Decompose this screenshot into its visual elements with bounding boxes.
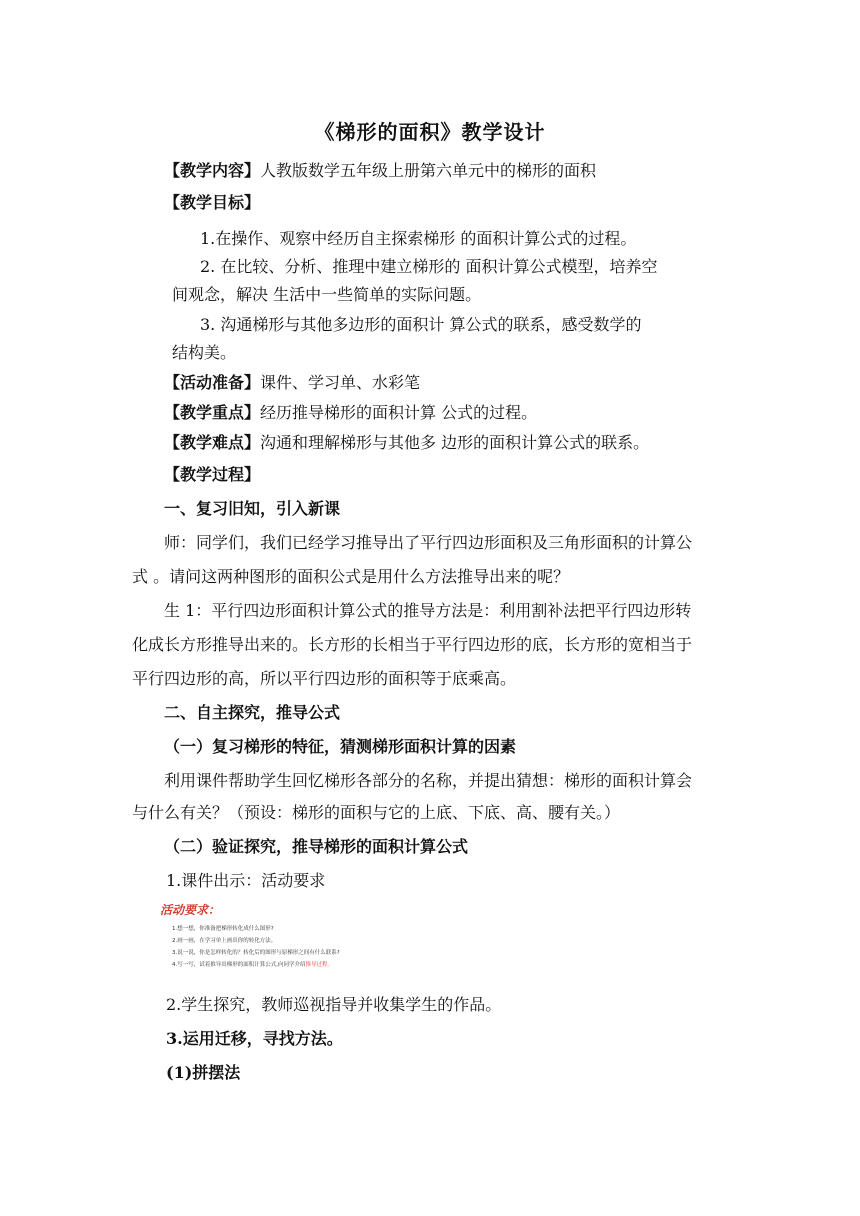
teacher-line-1: 师：同学们，我们已经学习推导出了平行四边形面积及三角形面积的计算公	[164, 533, 693, 552]
difficulty-text: 沟通和理解梯形与其他多 边形的面积计算公式的联系。	[260, 433, 650, 452]
requirement-item: 1.想一想，你准备把梯形转化成什么图形?	[172, 926, 274, 932]
section-1-heading: 一、复习旧知，引入新课	[164, 499, 341, 518]
requirement-item: 2.画一画，在学习单上画出你的转化方法。	[172, 938, 277, 944]
step-3-sub: (1)拼摆法	[166, 1063, 241, 1082]
objective-1: 1.在操作、观察中经历自主探索梯形 的面积计算公式的过程。	[200, 229, 637, 248]
process-label: 【教学过程】	[164, 465, 261, 484]
requirement-item	[172, 960, 333, 968]
objective-3-line-2: 结构美。	[172, 343, 237, 362]
step-3: 3.运用迁移，寻找方法。	[166, 1029, 343, 1048]
subsection-2-heading: （二）验证探究，推导梯形的面积计算公式	[164, 837, 469, 856]
content-label: 【教学内容】	[164, 161, 261, 180]
document-title: 《梯形的面积》教学设计	[314, 120, 546, 144]
prep-label: 【活动准备】	[164, 373, 261, 392]
objectives-label: 【教学目标】	[164, 193, 261, 212]
requirements-title: 活动要求：	[160, 903, 221, 917]
sub1-line-2: 与什么有关？（预设：梯形的面积与它的上底、下底、高、腰有关。）	[132, 803, 621, 822]
keypoint-line	[164, 400, 537, 423]
prep-line	[164, 370, 420, 393]
objective-3-line-1: 3. 沟通梯形与其他多边形的面积计 算公式的联系，感受数学的	[200, 315, 642, 334]
keypoint-text: 经历推导梯形的面积计算 公式的过程。	[260, 403, 538, 422]
difficulty-label: 【教学难点】	[164, 433, 261, 452]
step-1: 1.课件出示：活动要求	[166, 871, 326, 890]
step-2: 2.学生探究，教师巡视指导并收集学生的作品。	[166, 995, 502, 1014]
content-text: 人教版数学五年级上册第六单元中的梯形的面积	[260, 161, 597, 180]
student-line-3: 平行四边形的高，所以平行四边形的面积等于底乘高。	[132, 669, 517, 688]
requirement-item-text: 4.写一写，试着推导出梯形的面积计算公式,向同学介绍	[172, 962, 306, 968]
teacher-line-2: 式 。请问这两种图形的面积公式是用什么方法推导出来的呢？	[132, 567, 570, 586]
requirement-highlight: 推导过程。	[305, 962, 334, 968]
student-line-1: 生 1：平行四边形面积计算公式的推导方法是：利用割补法把平行四边形转	[164, 601, 692, 620]
objective-2-line-2: 间观念，解决 生活中一些简单的实际问题。	[172, 285, 482, 304]
activity-requirements-image	[158, 898, 378, 978]
content-line	[164, 158, 596, 181]
difficulty-line	[164, 430, 649, 453]
keypoint-label: 【教学重点】	[164, 403, 261, 422]
requirement-item: 3.说一说，你是怎样转化的？转化后的图形与原梯形之间有什么联系?	[172, 950, 340, 956]
student-line-2: 化成长方形推导出来的。长方形的长相当于平行四边形的底，长方形的宽相当于	[132, 635, 693, 654]
subsection-1-heading: （一）复习梯形的特征，猜测梯形面积计算的因素	[164, 737, 517, 756]
section-2-heading: 二、自主探究，推导公式	[164, 703, 341, 722]
prep-text: 课件、学习单、水彩笔	[260, 373, 421, 392]
objective-2-line-1: 2. 在比较、分析、推理中建立梯形的 面积计算公式模型，培养空	[200, 257, 658, 276]
sub1-line-1: 利用课件帮助学生回忆梯形各部分的名称，并提出猜想：梯形的面积计算会	[164, 771, 693, 790]
